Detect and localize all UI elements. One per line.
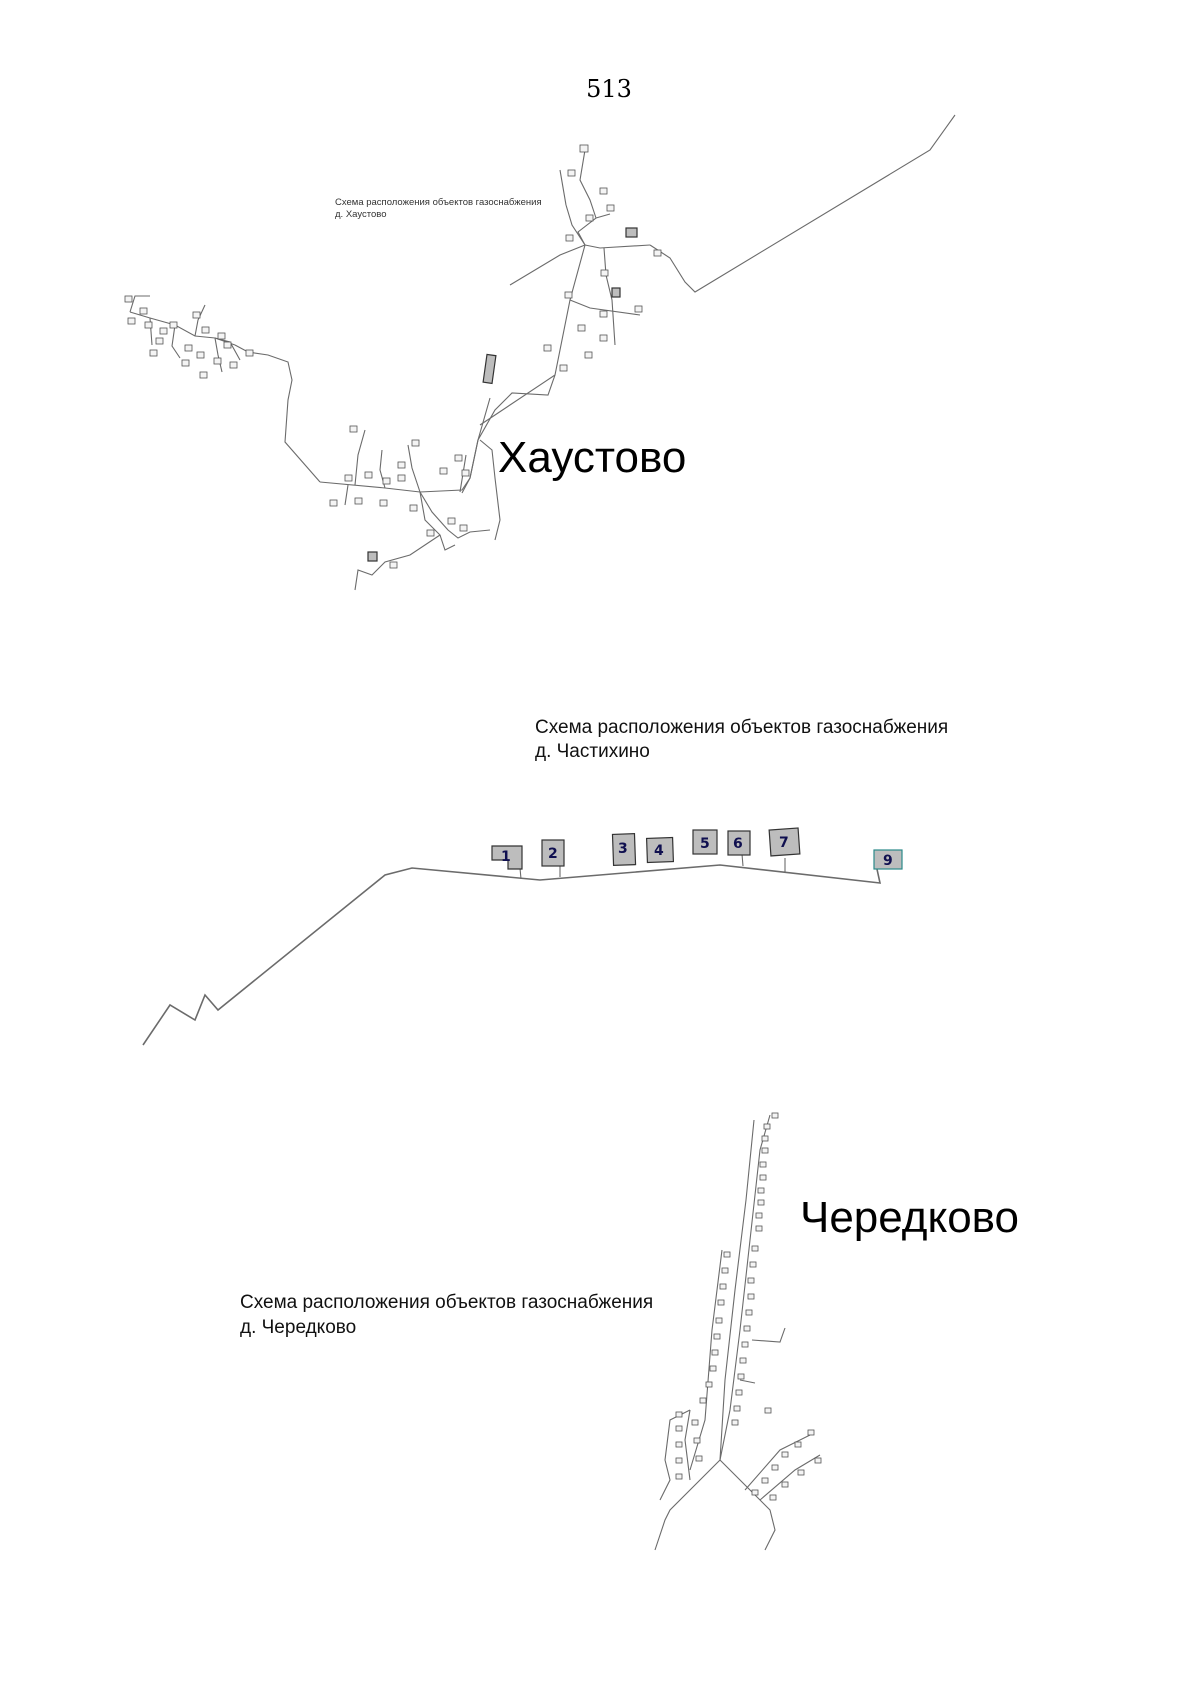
map-caption-line1: Схема расположения объектов газоснабжения	[240, 1292, 654, 1313]
village-label: Хаустово	[498, 433, 687, 482]
map-chastikhino	[143, 717, 948, 1045]
house-number: 2	[548, 846, 558, 862]
house	[647, 838, 674, 863]
map-caption-line1: Схема расположения объектов газоснабжения	[535, 717, 949, 738]
village-label: Чередково	[800, 1193, 1020, 1242]
map-cheredkovo	[240, 1113, 1019, 1550]
gas-pipeline-network	[655, 1115, 820, 1550]
houses	[125, 145, 661, 568]
house	[612, 834, 635, 866]
map-caption-line2: д. Чередково	[240, 1317, 357, 1338]
house	[492, 846, 522, 869]
house	[728, 831, 750, 855]
house-number: 7	[779, 835, 789, 851]
map-caption-line2: д. Частихино	[535, 741, 650, 762]
houses	[492, 828, 902, 869]
house-number: 9	[883, 853, 893, 869]
house-number: 1	[501, 849, 511, 865]
map-khaustovo	[125, 115, 955, 590]
page-number: 513	[586, 75, 632, 103]
house	[542, 840, 564, 866]
house-number: 3	[618, 841, 628, 857]
house	[769, 828, 800, 856]
map-caption-line2: д. Хаустово	[335, 209, 387, 220]
house	[693, 830, 717, 854]
house-number: 6	[733, 836, 743, 852]
house-number: 5	[700, 836, 710, 852]
map-caption-line1: Схема расположения объектов газоснабжения	[335, 197, 542, 208]
gas-pipeline-network	[130, 115, 955, 590]
house	[874, 850, 902, 869]
house-number: 4	[654, 843, 664, 859]
gas-pipeline-network	[143, 854, 880, 1045]
